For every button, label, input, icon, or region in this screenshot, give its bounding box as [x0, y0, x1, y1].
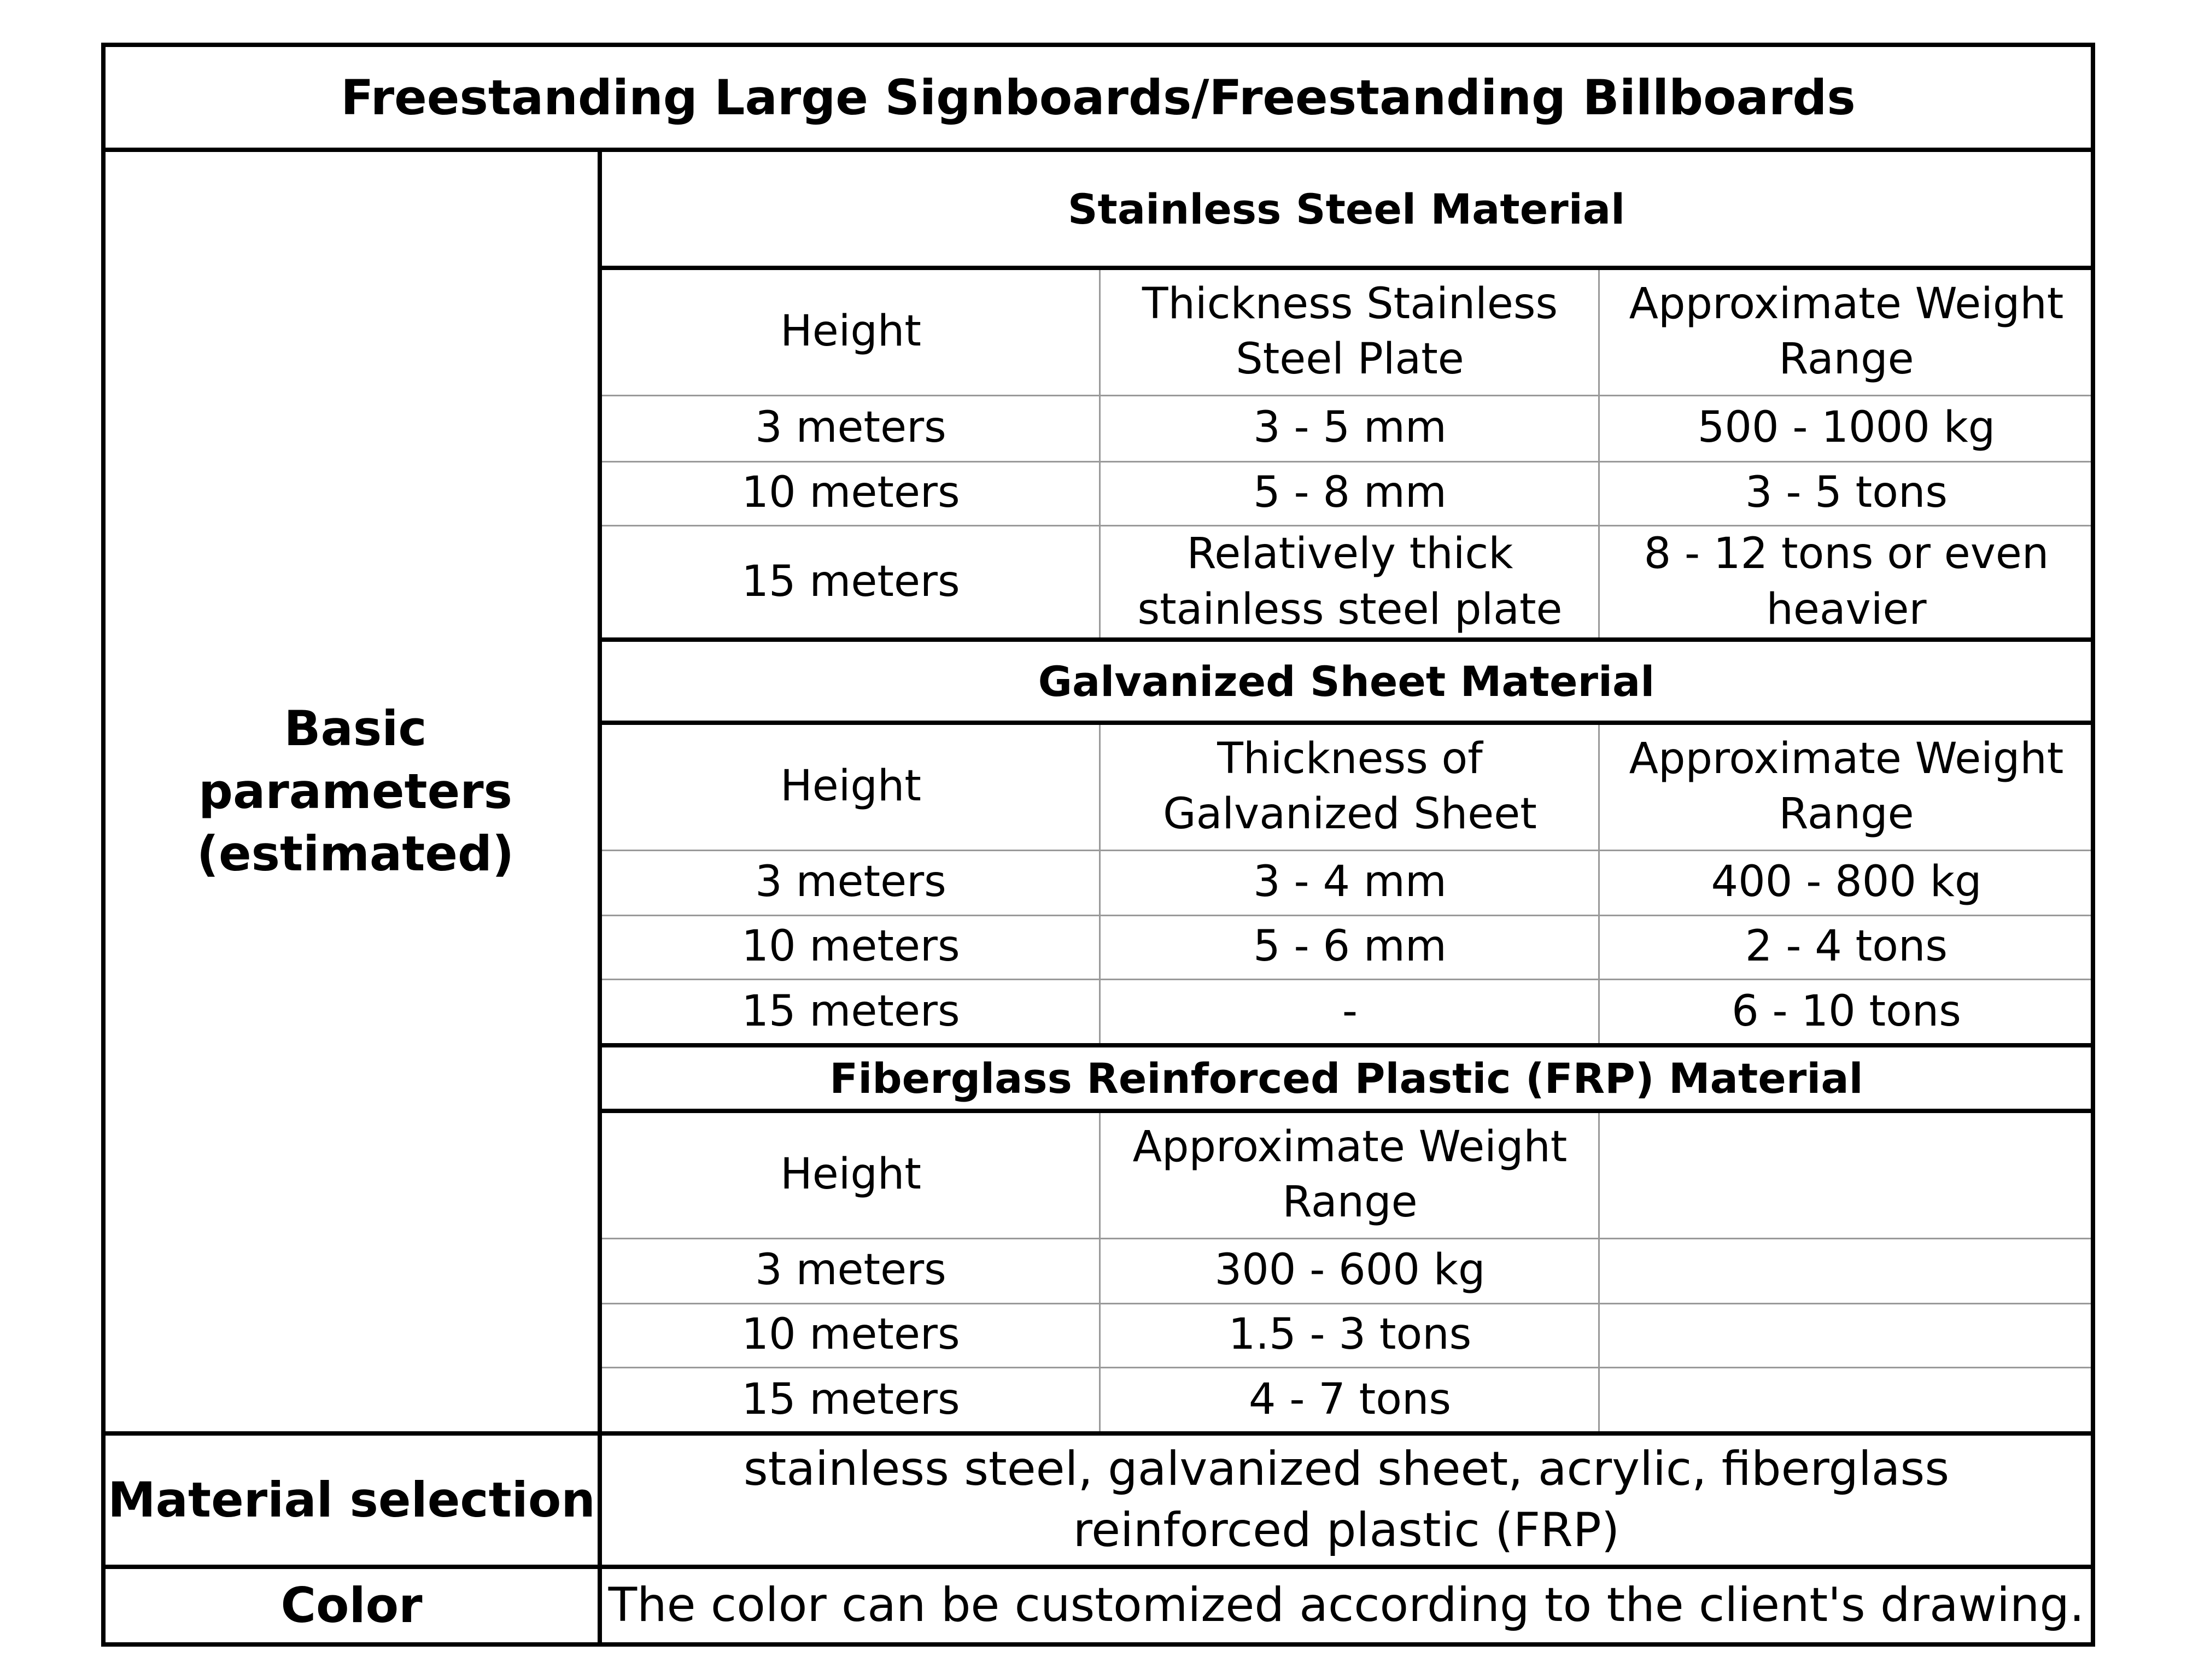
stainless-header-weight: Approximate Weight Range: [1629, 279, 2064, 384]
material-selection-label: Material selection: [108, 1471, 595, 1528]
table-cell: 2 - 4 tons: [1745, 922, 1948, 971]
divider: [101, 1565, 2095, 1569]
frp-header-empty: [1600, 1113, 2092, 1237]
table-cell: 15 meters: [741, 1374, 960, 1424]
table-cell: 1.5 - 3 tons: [1228, 1310, 1472, 1360]
table-cell: 4 - 7 tons: [1248, 1374, 1452, 1424]
material-selection-value: stainless steel, galvanized sheet, acrylic, fiberglass reinforced plastic (FRP): [743, 1442, 1950, 1558]
divider: [598, 721, 2095, 725]
divider: [101, 1431, 2095, 1436]
table-cell: 3 - 4 mm: [1253, 857, 1447, 907]
table-cell: 10 meters: [741, 468, 960, 518]
table-cell: 300 - 600 kg: [1214, 1245, 1486, 1295]
table-cell: 15 meters: [741, 986, 960, 1036]
table-cell: 5 - 8 mm: [1253, 468, 1447, 518]
divider: [598, 1043, 2095, 1047]
table-cell: Relatively thick stainless steel plate: [1137, 529, 1563, 634]
galvanized-header-weight: Approximate Weight Range: [1629, 734, 2064, 839]
divider: [101, 148, 2095, 152]
table-cell: 3 - 5 tons: [1745, 468, 1948, 518]
table-cell: 5 - 6 mm: [1253, 922, 1447, 971]
stainless-header-height: Height: [780, 307, 921, 356]
table-cell: 6 - 10 tons: [1732, 986, 1961, 1036]
table-cell: -: [1342, 986, 1358, 1036]
stainless-heading: Stainless Steel Material: [1067, 184, 1625, 233]
color-label: Color: [280, 1577, 423, 1634]
table-cell: 3 meters: [755, 857, 946, 907]
divider: [598, 266, 2095, 270]
table-cell: 3 meters: [755, 403, 946, 453]
table-cell: [1600, 1368, 2092, 1431]
table-cell: 10 meters: [741, 922, 960, 971]
galvanized-header-thickness: Thickness of Galvanized Sheet: [1163, 734, 1537, 839]
divider: [598, 637, 2095, 642]
color-value: The color can be customized according to the client's drawing.: [608, 1578, 2085, 1633]
divider: [598, 148, 602, 1647]
table-cell: 500 - 1000 kg: [1697, 403, 1996, 453]
table-cell: 8 - 12 tons or even heavier: [1644, 529, 2049, 634]
basic-parameters-label: Basic parameters (estimated): [196, 700, 514, 882]
stainless-header-thickness: Thickness Stainless Steel Plate: [1142, 279, 1558, 384]
frp-header-weight: Approximate Weight Range: [1132, 1122, 1568, 1227]
galvanized-header-height: Height: [780, 762, 921, 811]
table-cell: [1600, 1239, 2092, 1302]
table-cell: [1600, 1304, 2092, 1366]
table-cell: 15 meters: [741, 557, 960, 606]
frp-heading: Fiberglass Reinforced Plastic (FRP) Material: [829, 1053, 1863, 1103]
table-cell: 3 meters: [755, 1245, 946, 1295]
table-cell: 3 - 5 mm: [1253, 403, 1447, 453]
table-cell: 10 meters: [741, 1310, 960, 1360]
table-cell: 400 - 800 kg: [1711, 857, 1982, 907]
divider: [598, 1109, 2095, 1113]
table-title: Freestanding Large Signboards/Freestanding Billboards: [341, 69, 1856, 126]
galvanized-heading: Galvanized Sheet Material: [1038, 657, 1655, 706]
frp-header-height: Height: [780, 1150, 921, 1199]
